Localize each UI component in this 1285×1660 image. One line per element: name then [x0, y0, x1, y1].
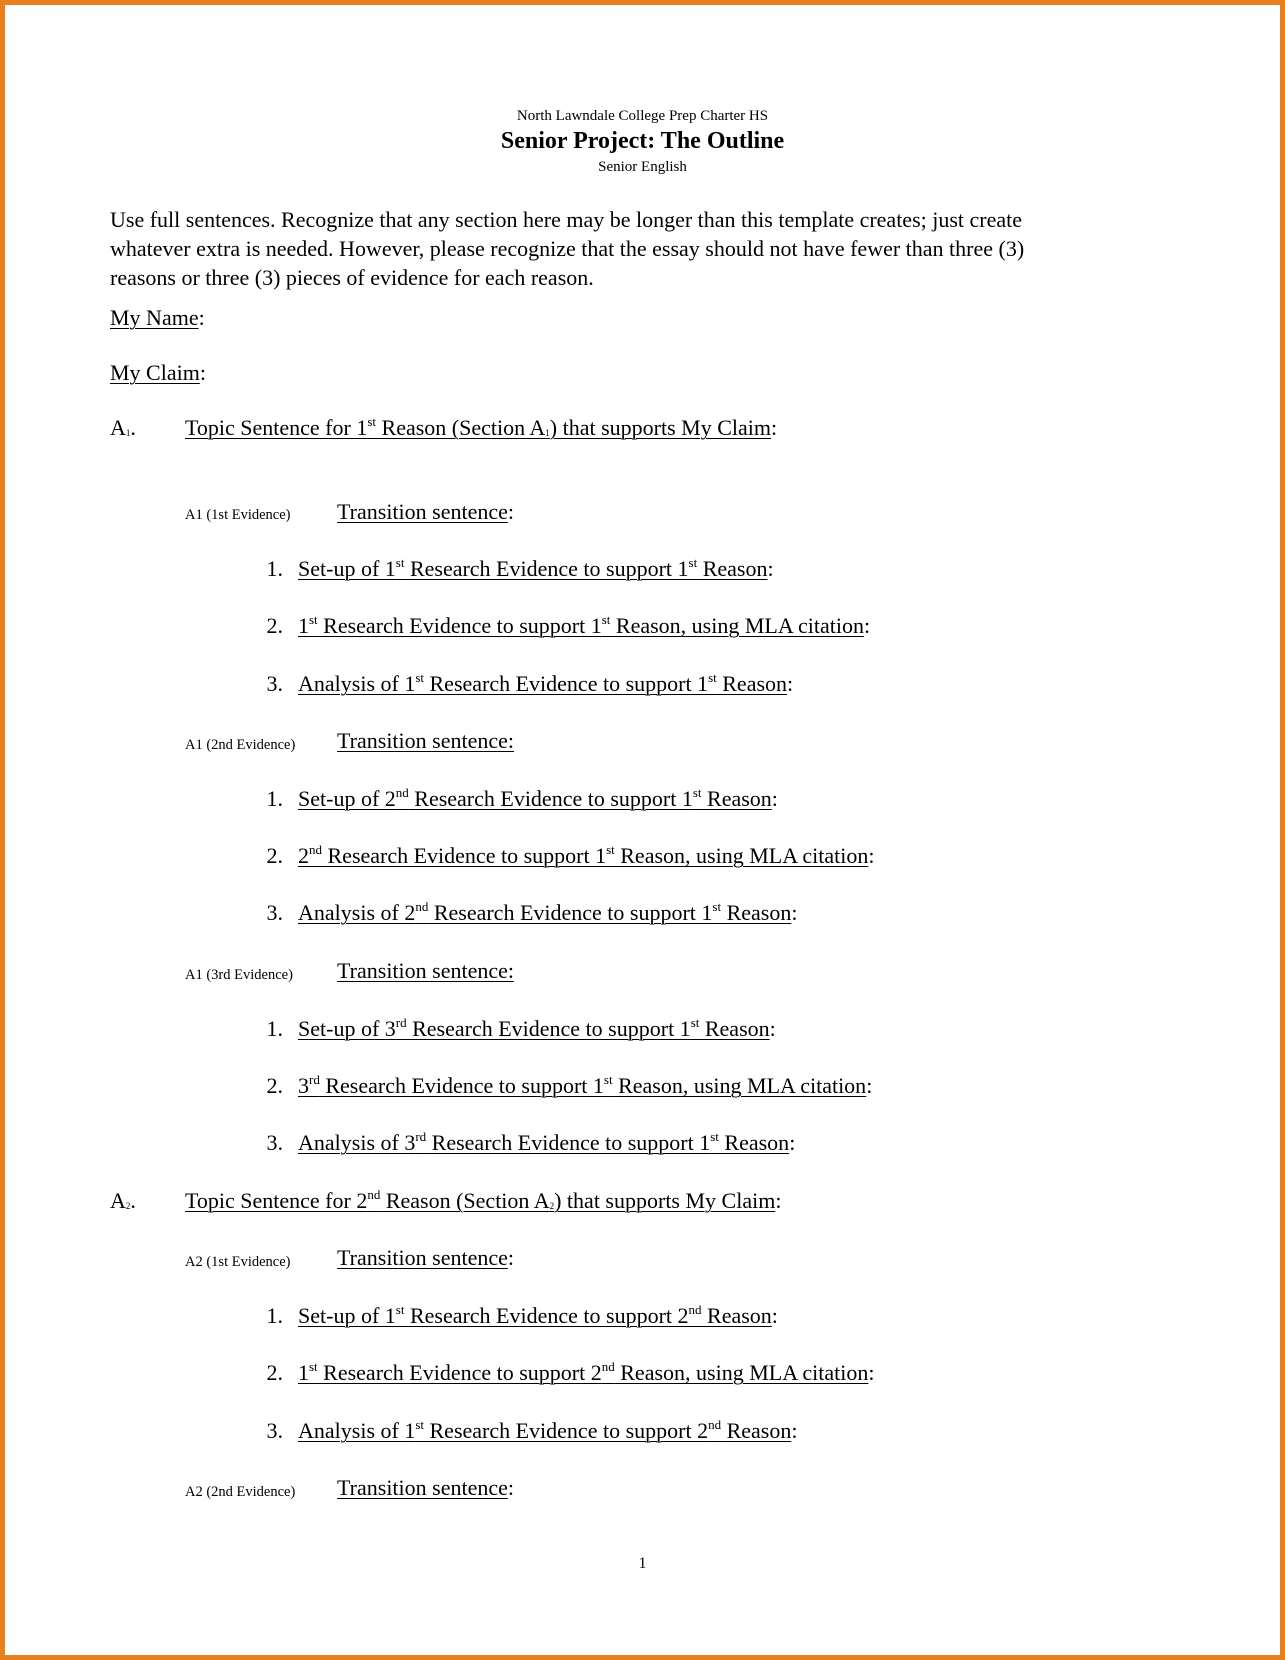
my-name-label: My Name	[110, 305, 199, 330]
list-number: 1.	[266, 1303, 283, 1328]
section-a2-topic: Topic Sentence for 2nd Reason (Section $A_2$) that supports My Claim:	[185, 1187, 782, 1213]
outline-item: Set-up of 3rd Research Evidence to support 1st Reason:	[298, 1015, 776, 1041]
instructions-paragraph	[110, 205, 1200, 292]
my-claim-field: My Claim:	[110, 360, 206, 385]
transition-sentence: Transition sentence:	[337, 728, 514, 753]
document-title: Senior Project: The Outline	[500, 128, 785, 154]
outline-item: Set-up of 1st Research Evidence to support 1st Reason:	[298, 555, 774, 581]
outline-item: Analysis of 2nd Research Evidence to support 1st Reason:	[298, 899, 798, 925]
page-number: 1	[638, 1555, 647, 1572]
section-a1-marker: $A_1$.	[110, 415, 136, 440]
evidence-label: A2 (1st Evidence)	[185, 1254, 291, 1270]
my-claim-label: My Claim	[110, 360, 200, 385]
outline-item: Analysis of 1st Research Evidence to support 2nd Reason:	[298, 1417, 798, 1443]
outline-item: Analysis of 3rd Research Evidence to support 1st Reason:	[298, 1129, 796, 1155]
my-name-field: My Name:	[110, 305, 205, 330]
course-name: Senior English	[598, 159, 687, 175]
list-number: 2.	[266, 613, 283, 638]
list-number: 2.	[266, 1360, 283, 1385]
section-a1-topic: Topic Sentence for 1st Reason (Section $A_1$) that supports My Claim:	[185, 414, 778, 440]
evidence-label: A1 (1st Evidence)	[185, 507, 291, 523]
outline-item: Analysis of 1st Research Evidence to support 1st Reason:	[298, 670, 794, 696]
instructions-line: Use full sentences. Recognize that any section here may be longer than this template creates; just create	[110, 207, 1023, 232]
evidence-label: A1 (2nd Evidence)	[185, 737, 296, 753]
instructions-line: whatever extra is needed. However, please recognize that the essay should not have fewer than three (3)	[110, 236, 1025, 261]
section-a2-marker: $A_2$.	[110, 1188, 136, 1213]
instructions-line: reasons or three (3) pieces of evidence for each reason.	[110, 265, 594, 290]
list-number: 3.	[266, 671, 283, 696]
transition-sentence: Transition sentence:	[337, 1245, 515, 1270]
list-number: 3.	[266, 1130, 283, 1155]
outline-item: 1st Research Evidence to support 1st Reason, using MLA citation:	[298, 612, 871, 638]
evidence-label: A2 (2nd Evidence)	[185, 1484, 296, 1500]
list-number: 1.	[266, 786, 283, 811]
outline-item: 1st Research Evidence to support 2nd Reason, using MLA citation:	[298, 1359, 875, 1385]
outline-item: 2nd Research Evidence to support 1st Reason, using MLA citation:	[298, 842, 875, 868]
list-number: 1.	[266, 1016, 283, 1041]
transition-sentence: Transition sentence:	[337, 1475, 515, 1500]
transition-sentence: Transition sentence:	[337, 958, 514, 983]
school-name: North Lawndale College Prep Charter HS	[516, 108, 769, 124]
list-number: 3.	[266, 900, 283, 925]
outline-item: Set-up of 1st Research Evidence to support 2nd Reason:	[298, 1302, 778, 1328]
list-number: 1.	[266, 556, 283, 581]
evidence-label: A1 (3rd Evidence)	[185, 967, 293, 983]
list-number: 3.	[266, 1418, 283, 1443]
list-number: 2.	[266, 1073, 283, 1098]
outline-item: 3rd Research Evidence to support 1st Reason, using MLA citation:	[298, 1072, 873, 1098]
list-number: 2.	[266, 843, 283, 868]
transition-sentence: Transition sentence:	[337, 499, 515, 524]
outline-item: Set-up of 2nd Research Evidence to support 1st Reason:	[298, 785, 778, 811]
